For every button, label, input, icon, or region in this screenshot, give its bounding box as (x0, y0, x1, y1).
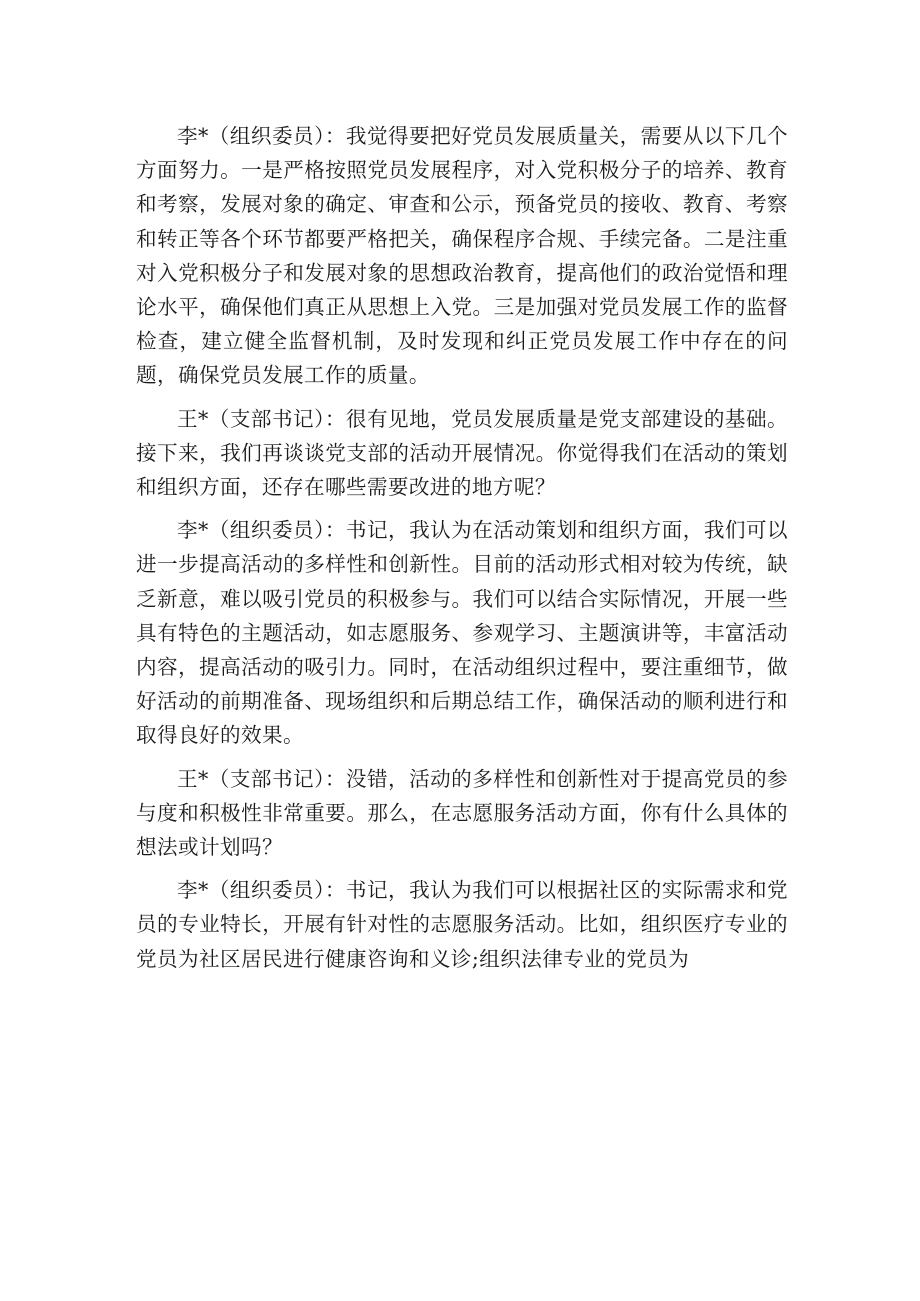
paragraph-text: 很有见地，党员发展质量是党支部建设的基础。接下来，我们再谈谈党支部的活动开展情况。你觉得我们在活动的策划和组织方面，还存在哪些需要改进的地方呢？ (136, 406, 788, 500)
speaker-label: 李*（组织委员）： (177, 124, 346, 148)
dialogue-paragraph (136, 513, 788, 752)
speaker-label: 王*（支部书记）： (177, 766, 346, 791)
dialogue-paragraph (136, 762, 788, 865)
speaker-label: 王*（支部书记）： (177, 406, 346, 431)
speaker-label: 李*（组织委员）： (177, 518, 346, 543)
dialogue-paragraph (136, 873, 788, 976)
paragraph-text: 没错，活动的多样性和创新性对于提高党员的参与度和积极性非常重要。那么，在志愿服务活动方面，你有什么具体的想法或计划吗？ (136, 766, 788, 860)
speaker-label: 李*（组织委员）： (177, 878, 346, 903)
paragraph-text: 书记，我认为我们可以根据社区的实际需求和党员的专业特长，开展有针对性的志愿服务活动。比如，组织医疗专业的党员为社区居民进行健康咨询和义诊;组织法律专业的党员为 (136, 878, 788, 971)
dialogue-paragraph (136, 119, 788, 393)
dialogue-paragraph (136, 402, 788, 505)
paragraph-text: 书记，我认为在活动策划和组织方面，我们可以进一步提高活动的多样性和创新性。目前的活动形式相对较为传统，缺乏新意，难以吸引党员的积极参与。我们可以结合实际情况，开展一些具有特色的主题活动，如志愿服务、参观学习、主题演讲等，丰富活动内容，提高活动的吸引力。同时，在活动组织过程中，要注重细节，做好活动的前期准备、现场组织和后期总结工作，确保活动的顺利进行和取得良好的效果。 (136, 518, 788, 748)
document-body (136, 119, 788, 985)
paragraph-text: 我觉得要把好党员发展质量关，需要从以下几个方面努力。一是严格按照党员发展程序，对入党积极分子的培养、教育和考察，发展对象的确定、审查和公示，预备党员的接收、教育、考察和转正等各个环节都要严格把关，确保程序合规、手续完备。二是注重对入党积极分子和发展对象的思想政治教育，提高他们的政治觉悟和理论水平，确保他们真正从思想上入党。三是加强对党员发展工作的监督检查，建立健全监督机制，及时发现和纠正党员发展工作中存在的问题，确保党员发展工作的质量。 (136, 124, 788, 388)
